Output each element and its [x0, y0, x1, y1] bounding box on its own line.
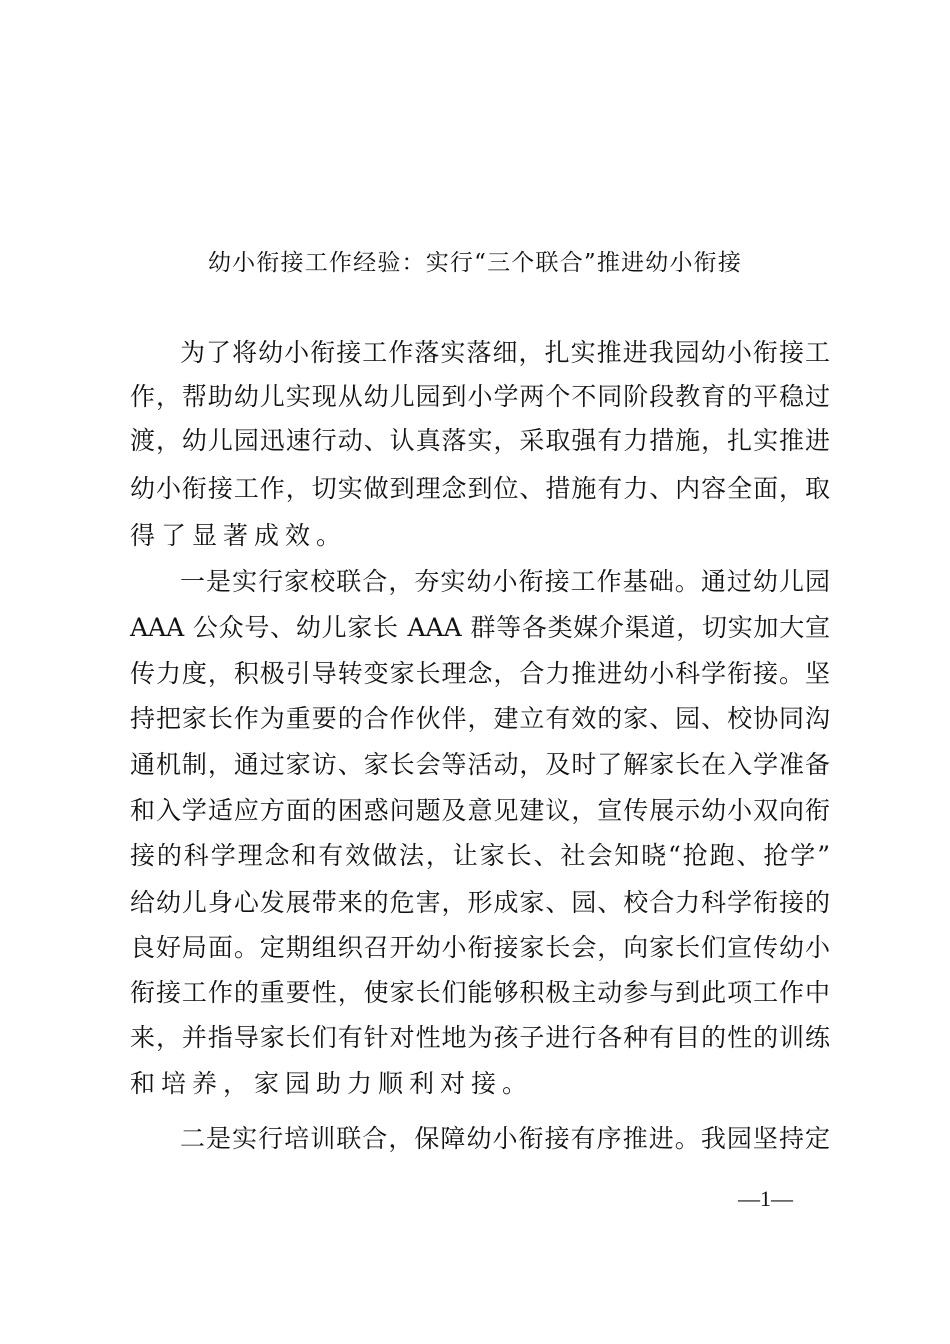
body-text-line: 和培养，家园助力顺利对接。: [130, 1069, 534, 1098]
body-text-line: 得了显著成效。: [130, 521, 348, 550]
body-text-line: 和入学适应方面的困惑问题及意见建议，宣传展示幼小双向衔: [130, 796, 830, 825]
document-title: 幼小衔接工作经验：实行“三个联合”推进幼小衔接: [207, 250, 743, 276]
body-text-line: 给幼儿身心发展带来的危害，形成家、园、校合力科学衔接的: [130, 888, 830, 917]
page-number: —1—: [738, 1186, 793, 1211]
body-text-line: 二是实行培训联合，保障幼小衔接有序推进。我园坚持定: [180, 1124, 830, 1153]
body-text-line: 通机制，通过家访、家长会等活动，及时了解家长在入学准备: [130, 750, 830, 779]
body-text-line: 渡，幼儿园迅速行动、认真落实，采取强有力措施，扎实推进: [130, 426, 830, 455]
body-text-line: 一是实行家校联合，夯实幼小衔接工作基础。通过幼儿园: [180, 567, 830, 596]
body-text-line: 衔接工作的重要性，使家长们能够积极主动参与到此项工作中: [130, 978, 830, 1007]
body-text-line: 接的科学理念和有效做法，让家长、社会知晓“抢跑、抢学”: [130, 841, 830, 870]
body-text-line: 作，帮助幼儿实现从幼儿园到小学两个不同阶段教育的平稳过: [130, 382, 830, 411]
body-text-line: AAA 公众号、幼儿家长 AAA 群等各类媒介渠道，切实加大宣: [130, 613, 830, 642]
body-text-line: 持把家长作为重要的合作伙伴，建立有效的家、园、校协同沟: [130, 704, 830, 733]
body-text-line: 为了将幼小衔接工作落实落细，扎实推进我园幼小衔接工: [180, 338, 830, 367]
body-text-line: 幼小衔接工作，切实做到理念到位、措施有力、内容全面，取: [130, 474, 830, 503]
body-text-line: 传力度，积极引导转变家长理念，合力推进幼小科学衔接。坚: [130, 659, 830, 688]
body-text-line: 来，并指导家长们有针对性地为孩子进行各种有目的性的训练: [130, 1023, 830, 1052]
body-text-line: 良好局面。定期组织召开幼小衔接家长会，向家长们宣传幼小: [130, 933, 830, 962]
